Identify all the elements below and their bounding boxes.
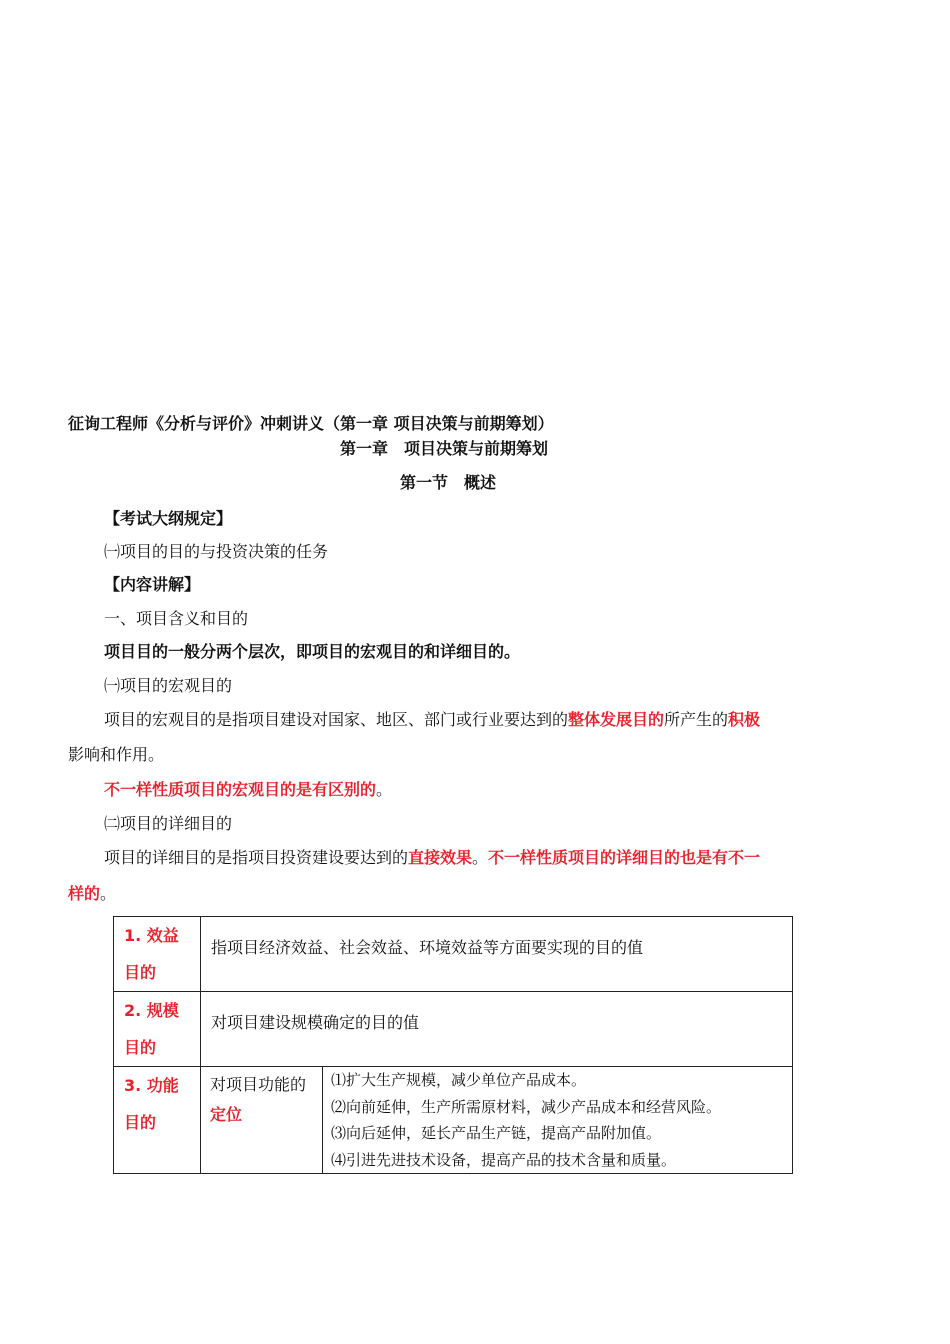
macro-text-a: 项目的宏观目的是指项目建设对国家、地区、部门或行业要达到的 bbox=[104, 710, 569, 729]
category-label-cont: 目的 bbox=[124, 963, 157, 982]
list-item: ⑵向前延伸，生产所需原材料，减少产品成本和经营风险。 bbox=[331, 1097, 722, 1116]
category-cell-function bbox=[114, 1067, 201, 1174]
list-item: ⑴扩大生产规模，减少单位产品成本。 bbox=[331, 1071, 587, 1089]
function-items-cell bbox=[323, 1067, 793, 1174]
specific-goal-paragraph bbox=[104, 847, 760, 869]
positioning-label: 对项目功能的 bbox=[210, 1075, 307, 1094]
function-positioning-cell bbox=[201, 1067, 323, 1174]
section-heading: 第一节 概述 bbox=[400, 473, 497, 492]
macro-text-b: 所产生的 bbox=[664, 710, 729, 729]
description-cell: 指项目经济效益、社会效益、环境效益等方面要实现的目的值 bbox=[201, 917, 793, 992]
lecture-heading: 【内容讲解】 bbox=[104, 575, 201, 594]
macro-difference-end: 。 bbox=[376, 780, 393, 799]
document-title: 征询工程师《分析与评价》冲刺讲义（第一章 项目决策与前期筹划） bbox=[68, 414, 554, 433]
specific-highlight-direct: 直接效果 bbox=[408, 848, 473, 867]
list-item: ⑷引进先进技术设备，提高产品的技术含量和质量。 bbox=[331, 1150, 677, 1169]
category-label: 3. 功能 bbox=[124, 1076, 179, 1095]
macro-difference-highlight: 不一样性质项目的宏观目的是有区别的 bbox=[104, 780, 377, 799]
specific-highlight-difference-cont: 样的 bbox=[68, 884, 101, 903]
syllabus-item: ㈠项目的目的与投资决策的任务 bbox=[104, 542, 329, 561]
specific-goal-paragraph-cont bbox=[68, 883, 116, 905]
category-cell-benefit bbox=[114, 917, 201, 992]
positioning-highlight: 定位 bbox=[210, 1105, 243, 1124]
goals-table bbox=[113, 916, 793, 1174]
category-label-cont: 目的 bbox=[124, 1038, 157, 1057]
macro-highlight-positive: 积极 bbox=[728, 710, 761, 729]
table-row bbox=[114, 917, 793, 992]
specific-text-b: 。 bbox=[472, 848, 489, 867]
category-label-cont: 目的 bbox=[124, 1113, 157, 1132]
table-row bbox=[114, 992, 793, 1067]
macro-goal-paragraph-cont: 影响和作用。 bbox=[68, 745, 165, 764]
specific-end: 。 bbox=[100, 884, 117, 903]
specific-text-a: 项目的详细目的是指项目投资建设要达到的 bbox=[104, 848, 409, 867]
macro-highlight-overall: 整体发展目的 bbox=[568, 710, 665, 729]
category-label: 2. 规模 bbox=[124, 1001, 179, 1020]
list-item: ⑶向后延伸，延长产品生产链，提高产品附加值。 bbox=[331, 1124, 662, 1142]
description-cell: 对项目建设规模确定的目的值 bbox=[201, 992, 793, 1067]
category-label: 1. 效益 bbox=[124, 926, 179, 945]
syllabus-heading: 【考试大纲规定】 bbox=[104, 509, 233, 528]
macro-goal-title: ㈠项目的宏观目的 bbox=[104, 676, 233, 695]
chapter-heading: 第一章 项目决策与前期筹划 bbox=[340, 439, 549, 458]
macro-difference-note bbox=[104, 779, 392, 801]
lead-statement: 项目目的一般分两个层次，即项目的宏观目的和详细目的。 bbox=[104, 642, 521, 661]
table-row bbox=[114, 1067, 793, 1174]
specific-highlight-difference: 不一样性质项目的详细目的也是有不一 bbox=[488, 848, 761, 867]
specific-goal-title: ㈡项目的详细目的 bbox=[104, 814, 233, 833]
macro-goal-paragraph bbox=[104, 709, 760, 731]
part1-title: 一、项目含义和目的 bbox=[104, 609, 249, 628]
category-cell-scale bbox=[114, 992, 201, 1067]
